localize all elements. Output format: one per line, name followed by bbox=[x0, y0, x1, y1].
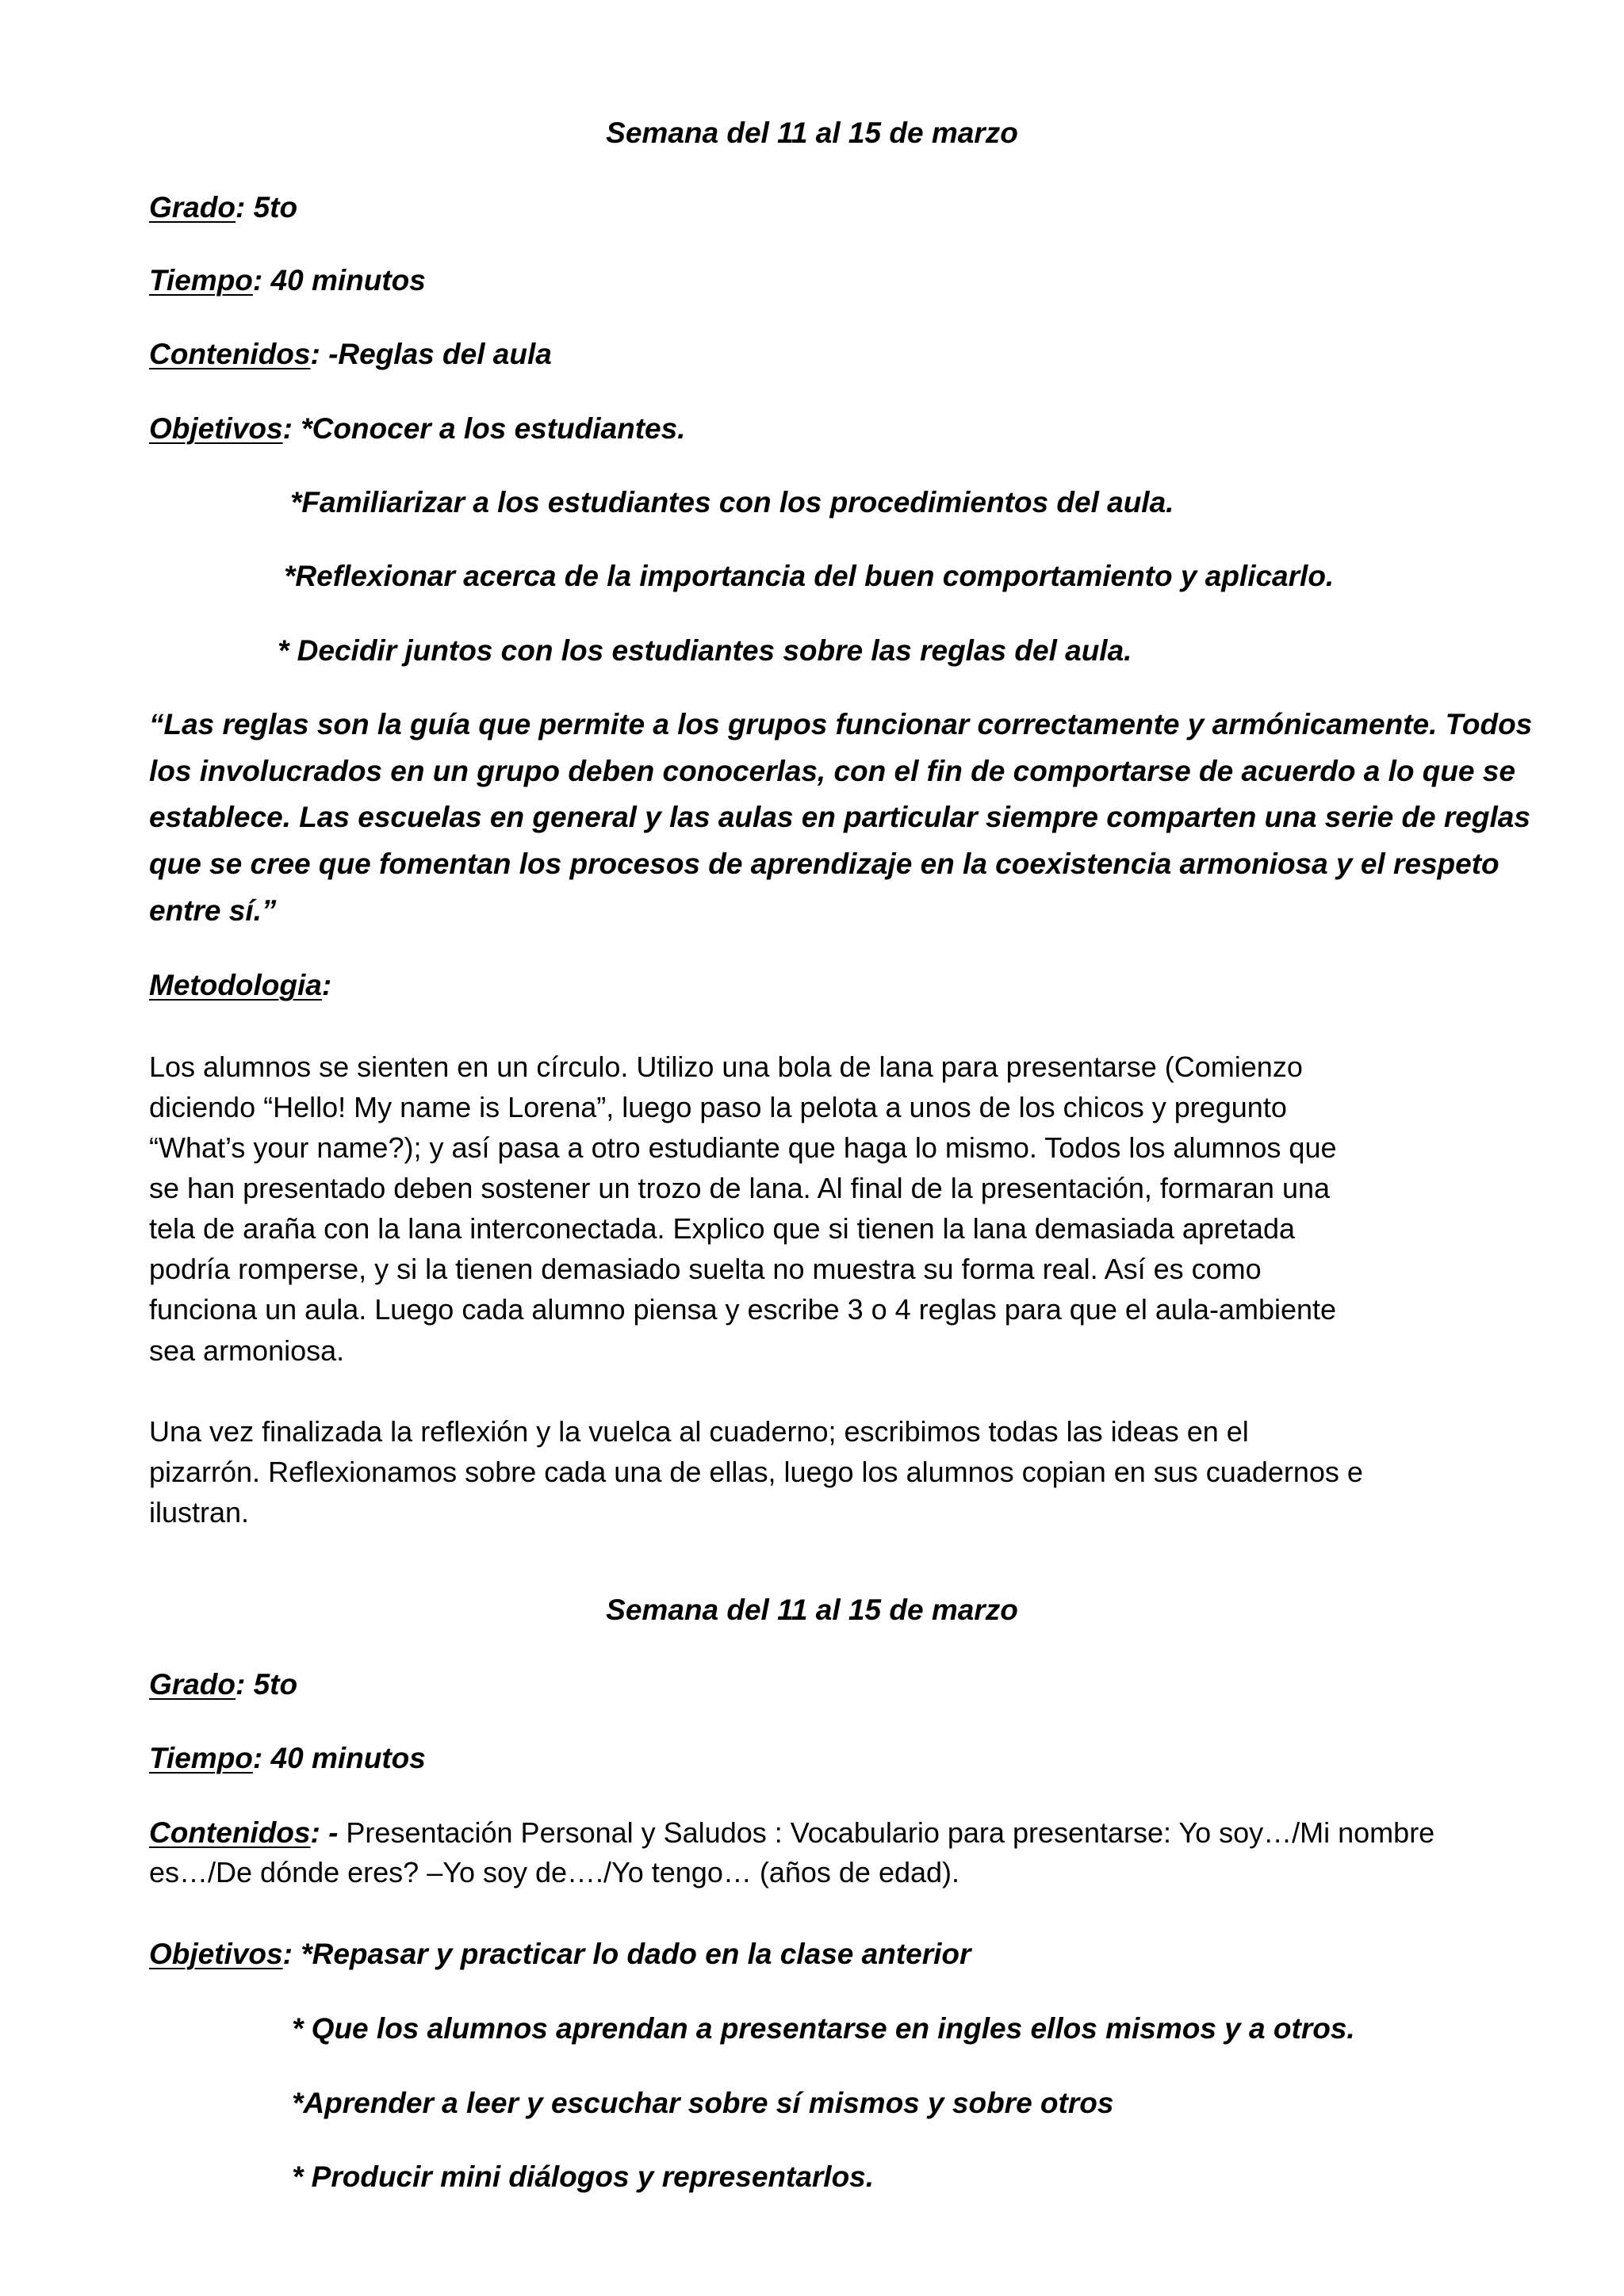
section2-grado-row bbox=[149, 1670, 297, 1699]
quote-line: los involucrados en un grupo deben conocerlas, con el fin de comportarse de acuerdo a lo que se bbox=[149, 755, 1515, 787]
paragraph-line: “What’s your name?); y así pasa a otro estudiante que haga lo mismo. Todos los alumnos que bbox=[149, 1131, 1337, 1164]
grado-value: : 5to bbox=[235, 1668, 298, 1701]
paragraph-line: pizarrón. Reflexionamos sobre cada una de ellas, luego los alumnos copian en sus cuadernos e bbox=[149, 1456, 1363, 1488]
quote-line: establece. Las escuelas en general y las aulas en particular siempre comparten una serie de reglas bbox=[149, 801, 1530, 833]
paragraph-line: tela de araña con la lana interconectada. Explico que si tienen la lana demasiada apretada bbox=[149, 1212, 1295, 1245]
paragraph-line: ilustran. bbox=[149, 1496, 250, 1529]
section2-tiempo-row bbox=[149, 1743, 426, 1773]
paragraph-line: podría romperse, y si la tienen demasiado suelta no muestra su forma real. Así es como bbox=[149, 1253, 1262, 1285]
section1-grado-row bbox=[149, 193, 297, 222]
objetivos-label: Objetivos bbox=[149, 412, 283, 445]
objetivo-item: *Familiarizar a los estudiantes con los procedimientos del aula. bbox=[290, 486, 1174, 519]
section1-heading: Semana del 11 al 15 de marzo bbox=[606, 117, 1018, 149]
tiempo-label: Tiempo bbox=[149, 1742, 253, 1774]
metodologia-colon: : bbox=[321, 969, 332, 1001]
objetivo-item: * Producir mini diálogos y representarlos. bbox=[292, 2160, 875, 2193]
quote-line: que se cree que fomentan los procesos de aprendizaje en la coexistencia armoniosa y el respeto bbox=[149, 848, 1500, 880]
section1-objetivos-row bbox=[149, 414, 685, 443]
metodologia-heading bbox=[149, 970, 331, 1000]
tiempo-label: Tiempo bbox=[149, 264, 253, 297]
section2-contenidos-row bbox=[149, 1818, 1434, 1847]
metodologia-label: Metodologia bbox=[149, 969, 322, 1001]
contenidos-text: Presentación Personal y Saludos : Vocabulario para presentarse: Yo soy…/Mi nombre bbox=[338, 1816, 1435, 1849]
tiempo-value: : 40 minutos bbox=[252, 264, 426, 297]
section1-contenidos-row bbox=[149, 339, 552, 369]
objetivo-item: *Aprender a leer y escuchar sobre sí mismos y sobre otros bbox=[292, 2087, 1114, 2119]
objetivo-item: * Que los alumnos aprendan a presentarse en ingles ellos mismos y a otros. bbox=[292, 2012, 1355, 2045]
grado-label: Grado bbox=[149, 1668, 236, 1701]
paragraph-line: Los alumnos se sienten en un círculo. Utilizo una bola de lana para presentarse (Comienzo bbox=[149, 1050, 1303, 1083]
contenidos-dash: : - bbox=[310, 1816, 339, 1849]
paragraph-line: sea armoniosa. bbox=[149, 1334, 345, 1367]
tiempo-value: : 40 minutos bbox=[252, 1742, 426, 1774]
objetivos-first: : *Repasar y practicar lo dado en la clase anterior bbox=[282, 1938, 971, 1970]
contenidos-value: : -Reglas del aula bbox=[310, 338, 552, 370]
paragraph-line: se han presentado deben sostener un trozo de lana. Al final de la presentación, formaran una bbox=[149, 1172, 1331, 1204]
contenidos-label: Contenidos bbox=[149, 1816, 311, 1849]
objetivo-item: *Reflexionar acerca de la importancia del buen comportamiento y aplicarlo. bbox=[284, 560, 1335, 592]
objetivos-label: Objetivos bbox=[149, 1938, 283, 1970]
grado-label: Grado bbox=[149, 191, 236, 224]
section2-objetivos-row bbox=[149, 1939, 971, 1969]
contenidos-text-continued: es…/De dónde eres? –Yo soy de…./Yo tengo… (años de edad). bbox=[149, 1856, 960, 1888]
paragraph-line: diciendo “Hello! My name is Lorena”, luego paso la pelota a unos de los chicos y pregunto bbox=[149, 1091, 1287, 1123]
paragraph-line: funciona un aula. Luego cada alumno piensa y escribe 3 o 4 reglas para que el aula-ambiente bbox=[149, 1293, 1337, 1326]
quote-line: entre sí.” bbox=[149, 894, 277, 927]
contenidos-label: Contenidos bbox=[149, 338, 311, 370]
grado-value: : 5to bbox=[235, 191, 298, 224]
section1-tiempo-row bbox=[149, 266, 426, 295]
quote-line: “Las reglas son la guía que permite a los grupos funcionar correctamente y armónicamente. Todos bbox=[149, 708, 1533, 740]
objetivos-first: : *Conocer a los estudiantes. bbox=[282, 412, 686, 445]
section2-heading: Semana del 11 al 15 de marzo bbox=[606, 1594, 1018, 1626]
objetivo-item: * Decidir juntos con los estudiantes sobre las reglas del aula. bbox=[278, 634, 1132, 667]
paragraph-line: Una vez finalizada la reflexión y la vuelca al cuaderno; escribimos todas las ideas en el bbox=[149, 1415, 1249, 1448]
